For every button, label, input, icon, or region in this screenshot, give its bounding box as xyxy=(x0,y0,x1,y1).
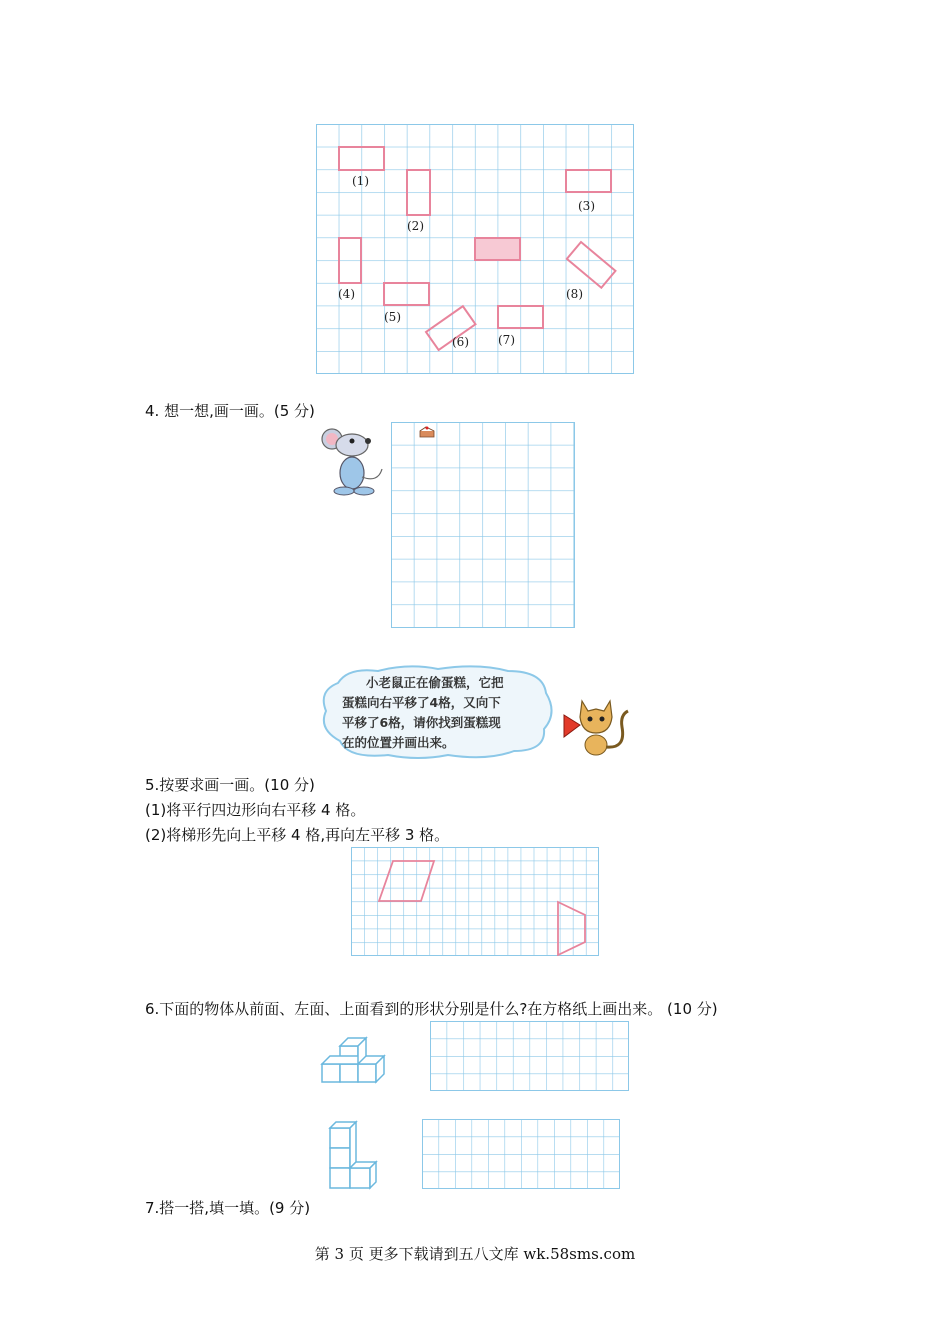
speech-line-2: 蛋糕向右平移了4格，又向下 xyxy=(342,695,501,710)
q6-grid-2 xyxy=(422,1119,620,1189)
label-5: (5) xyxy=(384,310,401,324)
label-1: (1) xyxy=(352,174,369,188)
label-3: (3) xyxy=(578,199,595,213)
cube-object-2 xyxy=(328,1118,380,1190)
label-8: (8) xyxy=(566,287,583,301)
page-footer: 第 3 页 更多下载请到五八文库 wk.58sms.com xyxy=(314,1245,636,1263)
label-4: (4) xyxy=(338,287,355,301)
mouse-illustration xyxy=(316,425,388,497)
q4-grid xyxy=(391,422,575,628)
q5-title: 5.按要求画一画。(10 分) xyxy=(145,776,315,794)
q3-grid-svg xyxy=(316,124,634,374)
q5-item-2: (2)将梯形先向上平移 4 格,再向左平移 3 格。 xyxy=(145,826,450,844)
q5-item-1: (1)将平行四边形向右平移 4 格。 xyxy=(145,801,366,819)
q6-title: 6.下面的物体从前面、左面、上面看到的形状分别是什么?在方格纸上画出来。 (10 分) xyxy=(145,1000,718,1018)
speech-line-4: 在的位置并画出来。 xyxy=(342,735,455,750)
cat-illustration xyxy=(560,695,632,757)
q7-title: 7.搭一搭,填一填。(9 分) xyxy=(145,1199,311,1217)
speech-line-3: 平移了6格，请你找到蛋糕现 xyxy=(342,715,501,730)
q6-grid-1 xyxy=(430,1021,629,1091)
speech-bubble xyxy=(318,663,558,761)
label-6: (6) xyxy=(452,335,469,349)
label-7: (7) xyxy=(498,333,515,347)
q4-title: 4. 想一想,画一画。(5 分) xyxy=(145,402,315,420)
speech-line-1: 小老鼠正在偷蛋糕，它把 xyxy=(366,675,504,690)
rect-center xyxy=(475,238,520,260)
cube-object-1 xyxy=(320,1034,386,1086)
q3-figure xyxy=(316,124,634,374)
q5-grid xyxy=(351,847,599,956)
label-2: (2) xyxy=(407,219,424,233)
